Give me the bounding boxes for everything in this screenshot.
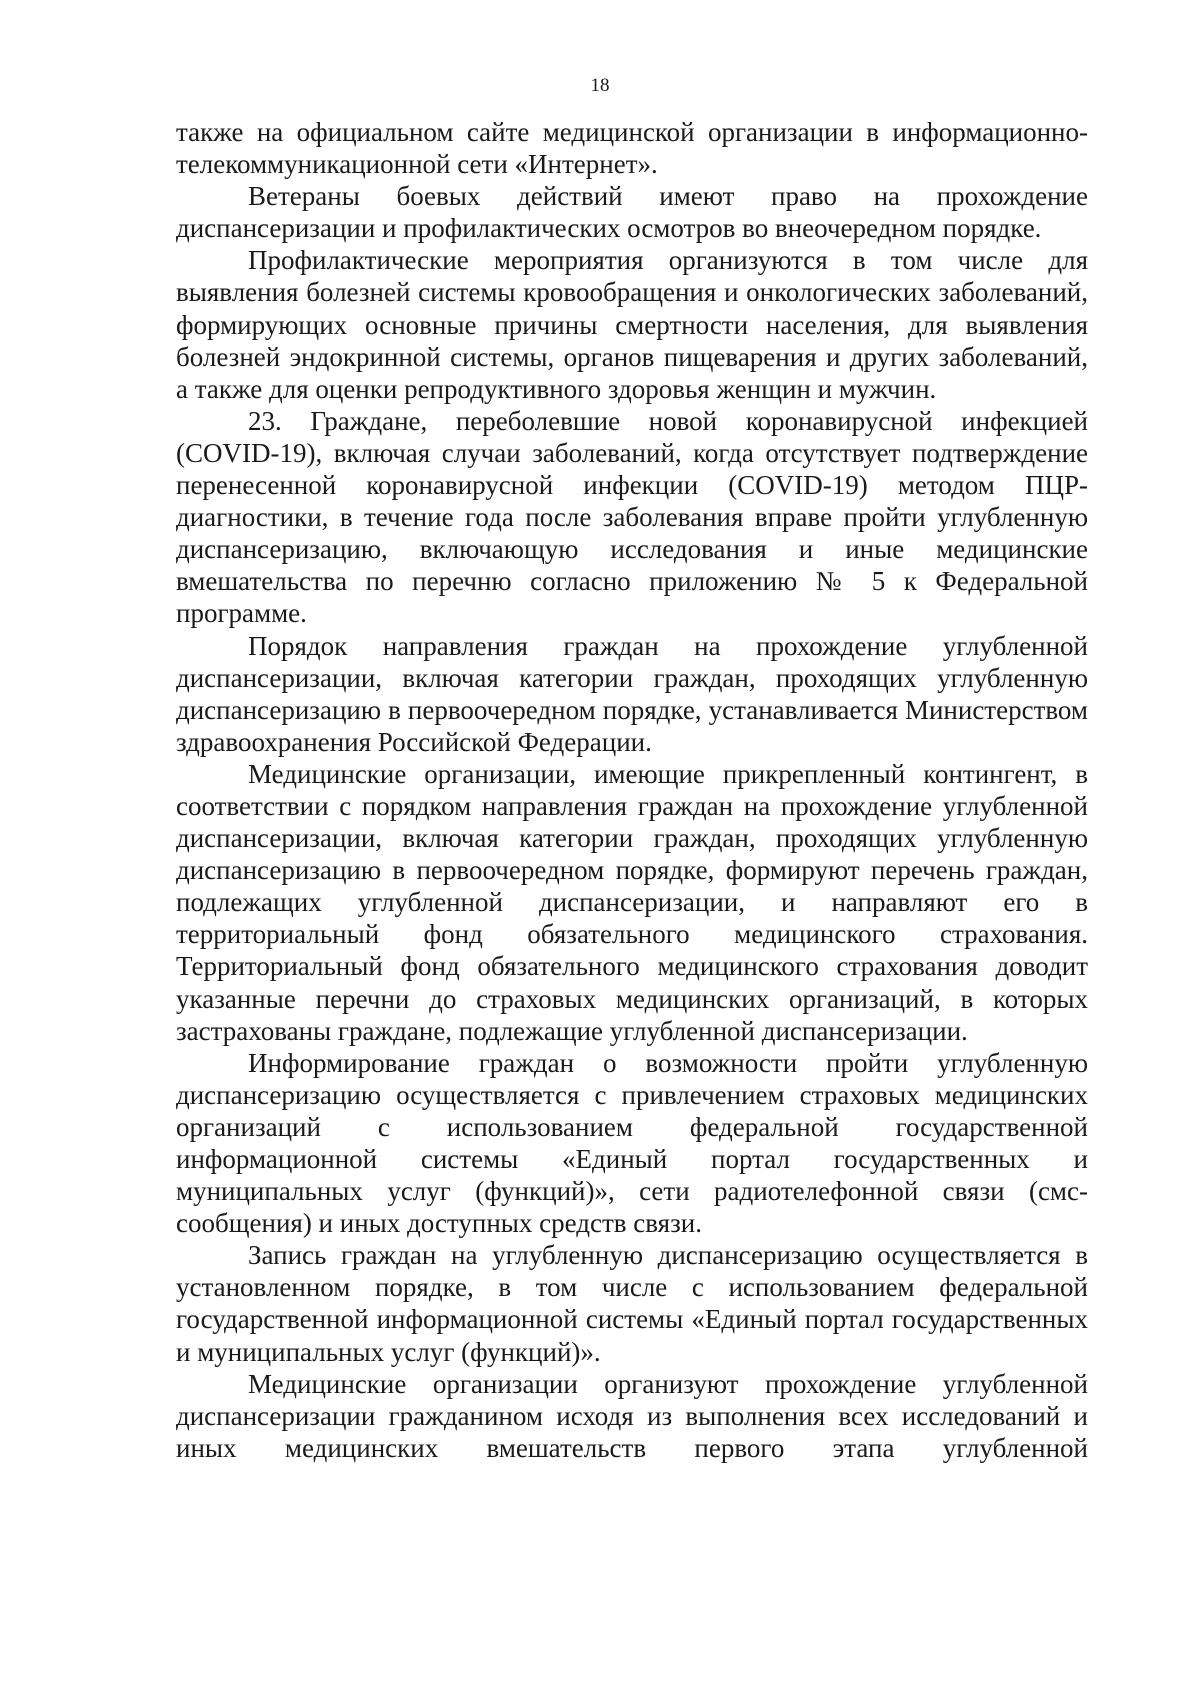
document-body <box>176 116 1088 1464</box>
paragraph-registration: Запись граждан на углубленную диспансеризацию осуществляется в установленном порядке, в том числе с использованием федеральной государственной информационной системы «Единый портал государственных и муниципальных услуг (функций)». <box>176 1240 1088 1367</box>
paragraph-informing-citizens: Информирование граждан о возможности пройти углубленную диспансеризацию осуществляется с привлечением страховых медицинских организаций с использованием федеральной государственной информационной системы «Единый портал государственных и муниципальных услуг (функций)», сети радиотелефонной связи (смс-сообщения) и иных доступных средств связи. <box>176 1047 1088 1239</box>
paragraph-organization-of-examination: Медицинские организации организуют прохождение углубленной диспансеризации гражданином исходя из выполнения всех исследований и иных медицинских вмешательств первого этапа углубленной <box>176 1368 1088 1463</box>
paragraph-referral-procedure: Порядок направления граждан на прохождение углубленной диспансеризации, включая категории граждан, проходящих углубленную диспансеризацию в первоочередном порядке, устанавливается Министерством здравоохранения Российской Федерации. <box>176 630 1088 757</box>
page-number: 18 <box>590 75 610 96</box>
paragraph-item-23: 23. Граждане, переболевшие новой коронавирусной инфекцией (COVID-19), включая случаи заболеваний, когда отсутствует подтверждение перенесенной коронавирусной инфекции (COVID-19) методом ПЦР-диагностики, в течение года после заболевания вправе пройти углубленную диспансеризацию, включающую исследования и иные медицинские вмешательства по перечню согласно приложению № 5 к Федеральной программе. <box>176 405 1088 629</box>
paragraph-preventive-measures: Профилактические мероприятия организуются в том числе для выявления болезней системы кровообращения и онкологических заболеваний, формирующих основные причины смертности населения, для выявления болезней эндокринной системы, органов пищеварения и других заболеваний, а также для оценки репродуктивного здоровья женщин и мужчин. <box>176 245 1088 404</box>
paragraph-continuation: также на официальном сайте медицинской организации в информационно-телекоммуникационной сети «Интернет». <box>176 117 1088 180</box>
paragraph-medical-organizations-lists: Медицинские организации, имеющие прикрепленный контингент, в соответствии с порядком направления граждан на прохождение углубленной диспансеризации, включая категории граждан, проходящих углубленную диспансеризацию в первоочередном порядке, формируют перечень граждан, подлежащих углубленной диспансеризации, и направляют его в территориальный фонд обязательного медицинского страхования. Территориальный фонд обязательного медицинского страхования доводит указанные перечни до страховых медицинских организаций, в которых застрахованы граждане, подлежащие углубленной диспансеризации. <box>176 758 1088 1046</box>
paragraph-veterans: Ветераны боевых действий имеют право на прохождение диспансеризации и профилактических осмотров во внеочередном порядке. <box>176 181 1088 244</box>
